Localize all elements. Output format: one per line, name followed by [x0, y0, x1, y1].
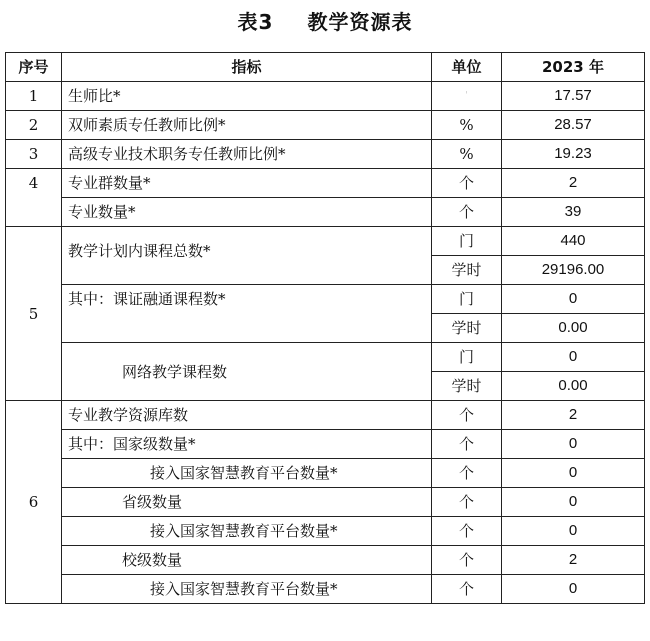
- cell-indicator: 接入国家智慧教育平台数量*: [62, 459, 432, 488]
- cell-indicator: 专业教学资源库数: [62, 401, 432, 430]
- cell-unit: 学时: [432, 372, 502, 401]
- table-row: [6, 459, 645, 488]
- cell-seq: 2: [6, 111, 62, 140]
- table-name: 教学资源表: [307, 10, 413, 34]
- cell-indicator: 专业数量*: [62, 198, 432, 227]
- cell-indicator: 其中：课证融通课程数*: [62, 285, 432, 343]
- table-row: [6, 140, 645, 169]
- cell-unit: 个: [432, 401, 502, 430]
- cell-unit: 门: [432, 285, 502, 314]
- cell-value: 2: [502, 169, 645, 198]
- table-row: [6, 169, 645, 198]
- table-row: [6, 285, 645, 314]
- cell-seq: 6: [6, 401, 62, 604]
- cell-unit: 个: [432, 169, 502, 198]
- cell-unit: 门: [432, 227, 502, 256]
- cell-value: 39: [502, 198, 645, 227]
- header-unit: 单位: [432, 53, 502, 82]
- header-seq: 序号: [6, 53, 62, 82]
- table-row: [6, 227, 645, 256]
- table-row: [6, 430, 645, 459]
- cell-value: 2: [502, 546, 645, 575]
- cell-value: 0: [502, 459, 645, 488]
- cell-indicator: 接入国家智慧教育平台数量*: [62, 575, 432, 604]
- cell-seq: 1: [6, 82, 62, 111]
- cell-unit: 个: [432, 198, 502, 227]
- table-row: [6, 546, 645, 575]
- cell-unit: 个: [432, 546, 502, 575]
- table-row: [6, 343, 645, 372]
- cell-value: 0: [502, 517, 645, 546]
- table-header-row: [6, 53, 645, 82]
- cell-value: 0: [502, 285, 645, 314]
- cell-indicator: 生师比*: [62, 82, 432, 111]
- cell-value: 17.57: [502, 82, 645, 111]
- page-title: [0, 6, 650, 35]
- cell-seq: 3: [6, 140, 62, 169]
- table-row: [6, 111, 645, 140]
- table-number: 表3: [237, 10, 274, 34]
- cell-indicator: 高级专业技术职务专任教师比例*: [62, 140, 432, 169]
- cell-value: 0.00: [502, 314, 645, 343]
- table-row: [6, 488, 645, 517]
- cell-indicator: 省级数量: [62, 488, 432, 517]
- cell-indicator: 校级数量: [62, 546, 432, 575]
- cell-unit: %: [432, 111, 502, 140]
- cell-unit: 个: [432, 459, 502, 488]
- cell-unit: 个: [432, 430, 502, 459]
- table-row: [6, 82, 645, 111]
- cell-value: 0: [502, 488, 645, 517]
- cell-value: 0: [502, 575, 645, 604]
- cell-value: 0: [502, 430, 645, 459]
- table-row: [6, 517, 645, 546]
- cell-seq: 5: [6, 227, 62, 401]
- teaching-resources-table: [5, 52, 645, 604]
- cell-unit: 个: [432, 488, 502, 517]
- header-year: 2023 年: [502, 53, 645, 82]
- cell-value: 29196.00: [502, 256, 645, 285]
- table-row: [6, 401, 645, 430]
- cell-indicator: 双师素质专任教师比例*: [62, 111, 432, 140]
- cell-value: 0: [502, 343, 645, 372]
- header-indicator: 指标: [62, 53, 432, 82]
- cell-unit: ': [432, 82, 502, 111]
- cell-unit: 个: [432, 517, 502, 546]
- cell-value: 0.00: [502, 372, 645, 401]
- cell-unit: %: [432, 140, 502, 169]
- cell-value: 2: [502, 401, 645, 430]
- cell-value: 19.23: [502, 140, 645, 169]
- cell-unit: 学时: [432, 256, 502, 285]
- cell-indicator: 网络教学课程数: [62, 343, 432, 401]
- cell-unit: 门: [432, 343, 502, 372]
- cell-indicator: 接入国家智慧教育平台数量*: [62, 517, 432, 546]
- cell-unit: 个: [432, 575, 502, 604]
- table-row: [6, 575, 645, 604]
- table-row: [6, 198, 645, 227]
- cell-value: 28.57: [502, 111, 645, 140]
- cell-seq: 4: [6, 169, 62, 227]
- cell-indicator: 教学计划内课程总数*: [62, 227, 432, 285]
- cell-indicator: 专业群数量*: [62, 169, 432, 198]
- cell-indicator: 其中：国家级数量*: [62, 430, 432, 459]
- cell-unit: 学时: [432, 314, 502, 343]
- cell-value: 440: [502, 227, 645, 256]
